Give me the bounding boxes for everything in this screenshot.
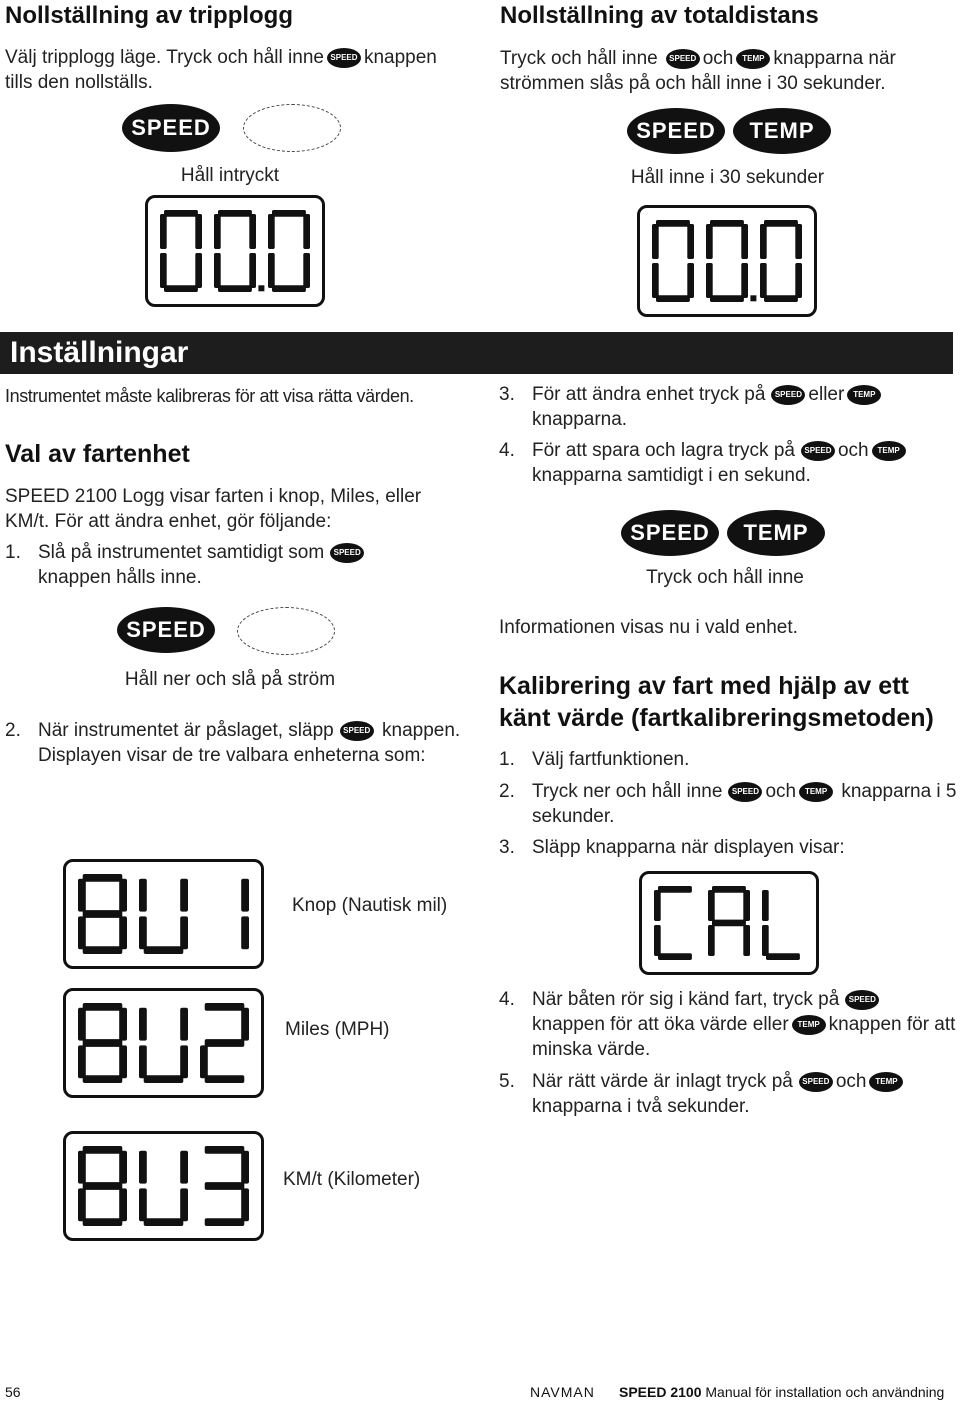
lcd-segment <box>241 1151 249 1184</box>
lcd-segment <box>78 916 86 949</box>
lcd-segment <box>78 1188 86 1221</box>
lcd-segment <box>205 1218 245 1226</box>
hold-pressed-caption: Håll intryckt <box>180 165 280 186</box>
calib-step-2: 2. Tryck ner och håll inne SPEED och TEMP knapparna i 5 sekunder. <box>499 781 957 827</box>
lcd-segment <box>249 253 256 288</box>
settings-intro: Instrumentet måste kalibreras för att visa rätta värden. <box>5 386 414 406</box>
unit-lcd-bu3 <box>63 1131 264 1241</box>
temp-button-icon: TEMP <box>869 1072 903 1092</box>
lcd-segment <box>710 295 744 302</box>
lcd-segment <box>706 224 713 259</box>
total-reset-title: Nollställning av totaldistans <box>500 2 819 29</box>
lcd-segment <box>83 910 123 918</box>
speed-button: SPEED <box>117 607 215 653</box>
lcd-segment <box>658 953 692 960</box>
settings-title: Inställningar <box>10 336 189 369</box>
lcd-segment <box>241 1008 249 1041</box>
lcd-segment <box>119 1151 127 1184</box>
lcd-segment <box>760 224 767 259</box>
lcd-segment <box>144 1075 184 1083</box>
temp-button-icon: TEMP <box>736 49 770 69</box>
lcd-segment <box>78 879 86 912</box>
lcd-segment <box>119 1188 127 1221</box>
lcd-segment <box>83 1039 123 1047</box>
lcd-segment <box>743 925 750 956</box>
lcd-segment <box>218 210 252 217</box>
units-step-3: 3. För att ändra enhet tryck på SPEED eller TEMP knapparna. <box>499 382 960 432</box>
lcd-segment <box>687 263 694 298</box>
lcd-segment <box>83 1218 123 1226</box>
trip-reset-title: Nollställning av tripplogg <box>5 2 293 29</box>
temp-button-icon: TEMP <box>792 1015 826 1035</box>
speed-button: SPEED <box>122 104 220 152</box>
lcd-segment <box>180 1045 188 1078</box>
lcd-segment <box>241 1188 249 1221</box>
temp-button-icon: TEMP <box>872 441 906 461</box>
lcd-segment <box>83 874 123 882</box>
lcd-segment <box>658 886 692 893</box>
lcd-decimal-point <box>750 295 756 301</box>
units-step-1: 1. Slå på instrumentet samtidigt som SPEED knappen hålls inne. <box>5 540 478 590</box>
press-hold-caption: Tryck och håll inne <box>646 567 804 588</box>
units-step-2: 2. När instrumentet är påslaget, släpp SPEED knappen. Displayen visar de tre valbara enheterna som: <box>5 720 461 766</box>
lcd-segment <box>795 224 802 259</box>
lcd-segment <box>83 1146 123 1154</box>
total-lcd-display <box>637 205 817 317</box>
lcd-segment <box>180 1151 188 1184</box>
units-step-4: 4. För att spara och lagra tryck på SPEED och TEMP knapparna samtidigt i en sekund. <box>499 438 960 488</box>
lcd-segment <box>83 946 123 954</box>
lcd-segment <box>195 253 202 288</box>
unit-lcd-bu1 <box>63 859 264 969</box>
lcd-segment <box>652 263 659 298</box>
speed-button-icon: SPEED <box>771 385 805 405</box>
lcd-segment <box>164 285 198 292</box>
lcd-segment <box>180 916 188 949</box>
speed-button: SPEED <box>621 510 719 556</box>
lcd-segment <box>249 214 256 249</box>
units-text: SPEED 2100 Logg visar farten i knop, Miles, eller KM/t. För att ändra enhet, gör följande: <box>5 486 422 532</box>
empty-button-outline <box>243 104 341 152</box>
lcd-segment <box>656 220 690 227</box>
calibration-title: Kalibrering av fart med hjälp av ett känt värde (fartkalibreringsmetoden) <box>499 672 934 732</box>
lcd-segment <box>303 214 310 249</box>
lcd-segment <box>743 890 750 921</box>
lcd-segment <box>712 920 746 927</box>
page-number: 56 <box>5 1384 21 1400</box>
lcd-segment <box>205 1003 245 1011</box>
unit-label-miles: Miles (MPH) <box>285 1019 390 1040</box>
total-reset-text: Tryck och håll inne SPEED och TEMP knapparna när strömmen slås på och håll inne i 30 sekunder. <box>500 48 896 94</box>
calib-step-4: 4. När båten rör sig i känd fart, tryck på SPEED knappen för att öka värde eller TEMP knappen för att minska värde. <box>499 989 956 1060</box>
lcd-segment <box>687 224 694 259</box>
lcd-segment <box>654 925 661 956</box>
lcd-segment <box>180 1188 188 1221</box>
lcd-segment <box>205 1039 245 1047</box>
lcd-segment <box>180 879 188 912</box>
lcd-segment <box>268 214 275 249</box>
lcd-segment <box>139 916 147 949</box>
lcd-segment <box>741 224 748 259</box>
temp-button-icon: TEMP <box>799 782 833 802</box>
lcd-decimal-point <box>258 285 264 291</box>
lcd-segment <box>762 890 769 921</box>
lcd-segment <box>160 253 167 288</box>
lcd-segment <box>766 953 800 960</box>
speed-button-icon: SPEED <box>340 721 374 741</box>
lcd-segment <box>119 1008 127 1041</box>
lcd-segment <box>303 253 310 288</box>
hold-down-caption: Håll ner och slå på ström <box>124 669 336 690</box>
speed-button-icon: SPEED <box>801 441 835 461</box>
lcd-segment <box>706 263 713 298</box>
calib-step-1: 1. Välj fartfunktionen. <box>499 749 690 770</box>
lcd-segment <box>83 1003 123 1011</box>
lcd-segment <box>195 214 202 249</box>
lcd-segment <box>272 285 306 292</box>
calib-step-5: 5. När rätt värde är inlagt tryck på SPEED och TEMP knapparna i två sekunder. <box>499 1069 960 1119</box>
temp-button: TEMP <box>727 510 825 556</box>
lcd-segment <box>144 946 184 954</box>
lcd-segment <box>205 1182 245 1190</box>
lcd-segment <box>760 263 767 298</box>
calib-step-3: 3. Släpp knapparna när displayen visar: <box>499 837 845 858</box>
speed-button-icon: SPEED <box>330 543 364 563</box>
settings-band <box>0 332 953 374</box>
lcd-segment <box>83 1075 123 1083</box>
temp-button: TEMP <box>733 108 831 154</box>
unit-lcd-bu2 <box>63 988 264 1098</box>
lcd-segment <box>795 263 802 298</box>
lcd-segment <box>139 1045 147 1078</box>
lcd-segment <box>78 1151 86 1184</box>
lcd-segment <box>164 210 198 217</box>
lcd-segment <box>708 925 715 956</box>
lcd-segment <box>652 224 659 259</box>
lcd-segment <box>656 295 690 302</box>
lcd-segment <box>268 253 275 288</box>
lcd-segment <box>78 1008 86 1041</box>
speed-button-icon: SPEED <box>666 49 700 69</box>
lcd-segment <box>139 1008 147 1041</box>
speed-button-icon: SPEED <box>728 782 762 802</box>
info-text: Informationen visas nu i vald enhet. <box>499 617 798 638</box>
lcd-segment <box>78 1045 86 1078</box>
lcd-segment <box>139 1151 147 1184</box>
lcd-segment <box>200 1045 208 1078</box>
lcd-segment <box>205 1146 245 1154</box>
lcd-segment <box>119 916 127 949</box>
lcd-segment <box>764 295 798 302</box>
hold-30s-caption: Håll inne i 30 sekunder <box>630 167 825 188</box>
speed-button: SPEED <box>627 108 725 154</box>
trip-lcd-display <box>145 195 325 307</box>
lcd-segment <box>241 879 249 912</box>
lcd-segment <box>218 285 252 292</box>
lcd-segment <box>83 1182 123 1190</box>
speed-button-icon: SPEED <box>327 48 361 68</box>
lcd-segment <box>205 1075 245 1083</box>
empty-button-outline <box>237 607 335 655</box>
brand-logo: NAVMAN <box>530 1384 595 1400</box>
lcd-segment <box>708 890 715 921</box>
unit-label-km: KM/t (Kilometer) <box>283 1169 421 1190</box>
cal-lcd-display <box>639 871 819 975</box>
temp-button-icon: TEMP <box>847 385 881 405</box>
lcd-segment <box>710 220 744 227</box>
lcd-segment <box>160 214 167 249</box>
lcd-segment <box>180 1008 188 1041</box>
lcd-segment <box>144 1218 184 1226</box>
trip-reset-text: Välj tripplogg läge. Tryck och håll inne SPEED knappen tills den nollställs. <box>5 47 437 93</box>
lcd-segment <box>241 916 249 949</box>
lcd-segment <box>119 1045 127 1078</box>
lcd-segment <box>139 1188 147 1221</box>
units-title: Val av fartenhet <box>5 440 190 468</box>
footer-doc-title: SPEED 2100 Manual för installation och användning <box>619 1384 945 1400</box>
lcd-segment <box>214 214 221 249</box>
lcd-segment <box>762 925 769 956</box>
lcd-segment <box>272 210 306 217</box>
lcd-segment <box>214 253 221 288</box>
unit-label-knots: Knop (Nautisk mil) <box>292 895 448 916</box>
lcd-segment <box>119 879 127 912</box>
lcd-segment <box>764 220 798 227</box>
lcd-segment <box>654 890 661 921</box>
speed-button-icon: SPEED <box>845 990 879 1010</box>
lcd-segment <box>139 879 147 912</box>
lcd-segment <box>741 263 748 298</box>
speed-button-icon: SPEED <box>799 1072 833 1092</box>
lcd-segment <box>712 886 746 893</box>
